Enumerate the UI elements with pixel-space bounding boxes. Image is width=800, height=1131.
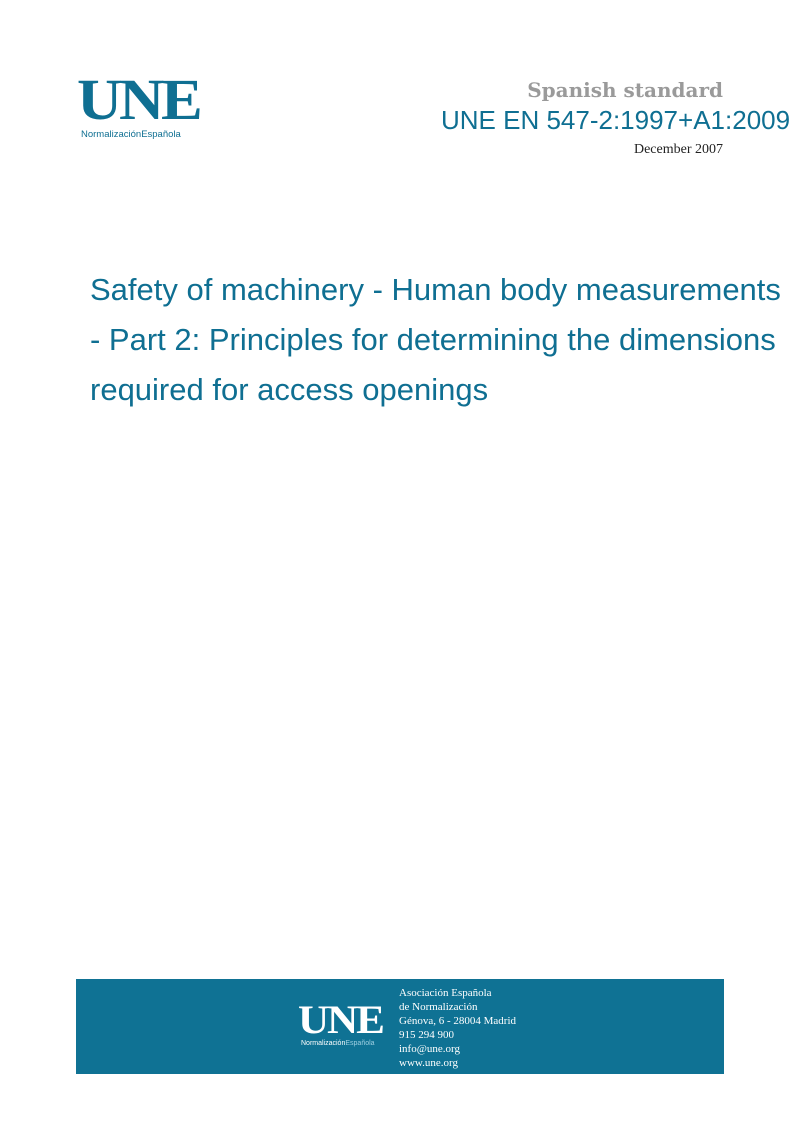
logo-tagline-b: Española <box>141 129 181 140</box>
footer-logo-tagline-a: Normalización <box>301 1040 346 1047</box>
footer-address: Génova, 6 - 28004 Madrid <box>399 1015 517 1027</box>
footer-banner <box>76 979 724 1074</box>
footer-logo-tagline-b: Española <box>345 1040 375 1047</box>
footer-phone: 915 294 900 <box>399 1029 454 1041</box>
footer-contact <box>399 986 516 1070</box>
title-line-3: required for access openings <box>90 372 489 407</box>
logo-tagline-a: Normalización <box>81 129 142 140</box>
title-line-1: Safety of machinery - Human body measurements <box>90 272 781 307</box>
standard-date: December 2007 <box>633 142 723 157</box>
logo-mark: UNE <box>77 67 200 132</box>
footer-org-line-2: de Normalización <box>399 1001 478 1013</box>
title-line-2: - Part 2: Principles for determining the dimensions <box>90 322 776 357</box>
footer-logo <box>298 997 383 1047</box>
footer-org-line-1: Asociación Española <box>399 987 492 999</box>
standard-type: Spanish standard <box>527 78 723 102</box>
footer-logo-mark: UNE <box>298 997 383 1042</box>
une-logo <box>77 67 200 140</box>
document-title <box>90 265 800 415</box>
footer-email[interactable]: info@une.org <box>399 1043 460 1055</box>
footer-website[interactable]: www.une.org <box>399 1057 458 1069</box>
standard-code: UNE EN 547-2:1997+A1:2009 <box>441 105 791 135</box>
